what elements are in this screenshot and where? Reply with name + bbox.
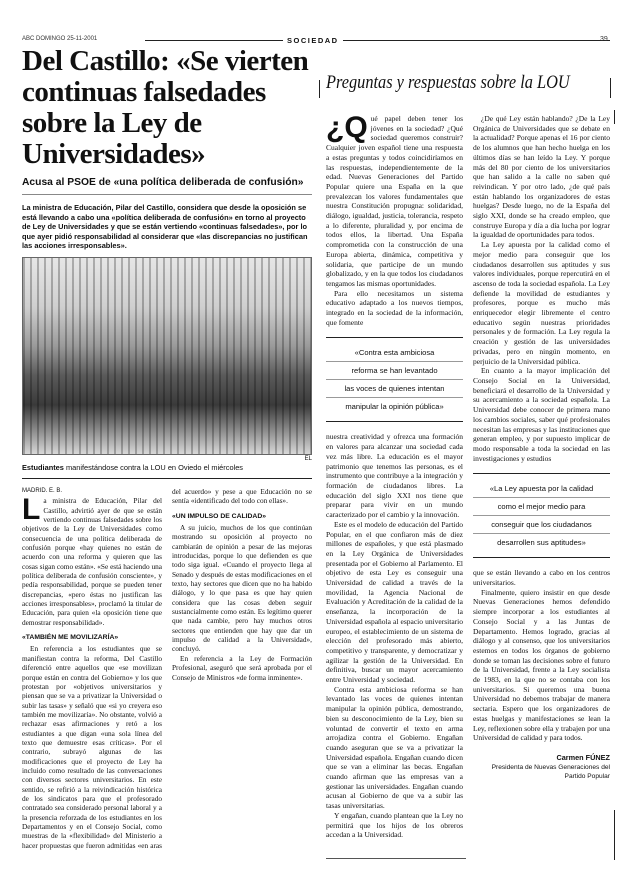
subhead: Acusa al PSOE de «una política deliberada de confusión» xyxy=(22,177,304,188)
right-article-body xyxy=(326,114,610,854)
caption-text: manifestándose contra la LOU en Oviedo el miércoles xyxy=(63,462,243,472)
column-rule xyxy=(614,110,615,124)
pull-quote-line: como el mejor medio para xyxy=(473,498,610,516)
paragraph: Y engañan, cuando plantean que la Ley no permitirá que los hijos de los obreros accedan a la Universidad. xyxy=(326,810,463,840)
pull-quote-line: conseguir que los ciudadanos xyxy=(473,516,610,534)
pull-quote xyxy=(326,337,463,422)
pull-quote-line: «Contra esta ambiciosa xyxy=(326,344,463,362)
paragraph: En referencia a los estudiantes que se manifiestan contra la reforma, Del Castillo diferenció entre aquellos que «se movilizan porque están en contra del Gobierno» y los que protestan por «objetivos universitarios y piensan que se va a privatizar la Universidad o subir las tasas» y señaló que «si yo creyera eso también me movilizaría». No obstante, volvió a rechazar esas afirmaciones y retó a los estudiantes a que digan «una sola línea del texto que demuestre esas críticas». Por el contrario, subrayó algunas de las modificaciones que el proyecto de Ley ha incluido como resultado de las conversaciones con diversos sectores universitarios. En este sentido, se refirió a la reivindicación histórica de los sindicatos para que el profesorado contratado sea considerado personal laboral y a la presencia reforzada de los estudiantes en los Departamentos y en el Consejo Social, como muestras de la «flexibilidad» del Ministerio a hacer propuestas que fueron admitidas «en aras del acuerdo» y pese a que Educación no se sentía «identificado del todo con ellas». xyxy=(22,486,312,850)
header-rule xyxy=(145,40,610,41)
section-name: SOCIEDAD xyxy=(283,36,343,45)
pull-quote xyxy=(473,473,610,558)
paragraph: Contra esta ambiciosa reforma se han levantado las voces de quienes intentan manipular la opinión pública, demostrando, bien su desconocimiento de la Ley, bien su voluntad de convertir el texto en arma arrojadiza contra el Gobierno. Engañan cuando aseguran que se va a privatizar la Universidad española. Engañan cuando dicen que se van a eliminar las becas. Engañan cuando afirman que las empresas van a gestionar las universidades. Engañan cuando acusan al Gobierno de que va a subir las tasas universitarias. xyxy=(326,684,463,811)
divider xyxy=(22,478,312,479)
byline: MADRID. E. B. xyxy=(22,487,63,494)
lead-paragraph: La ministra de Educación, Pilar del Castillo, considera que desde la oposición se está llevando a cabo una «política deliberada de confusión» en torno al proyecto de Ley de Universidades y que se están vertiendo «continuas falsedades», por lo que ayer pidió responsabilidad al considerar que «las discrepancias no justifican las acciones irresponsables». xyxy=(22,203,308,251)
divider xyxy=(326,858,466,859)
pull-quote-line: reforma se han levantado xyxy=(326,362,463,380)
pull-quote-line: desarrollen sus aptitudes» xyxy=(497,538,586,548)
column-rule xyxy=(614,810,615,860)
subheading: «UN IMPULSO DE CALIDAD» xyxy=(172,512,267,520)
column-rule xyxy=(610,78,611,98)
caption-lead: Estudiantes xyxy=(22,462,64,472)
paragraph: que se están llevando a cabo en los centros universitarios. xyxy=(473,568,610,588)
left-article-body xyxy=(22,487,312,867)
paragraph: A su juicio, muchos de los que continúan mostrando su oposición al proyecto no cambiarán de opinión a pesar de las mejoras introducidas, porque lo que defienden es que todo siga igual. «Cuando el proyecto llega al Senado y después de estas modificaciones en el texto, hay sectores que dicen que no ha habido diálogo, y lo que pasa es que hay quien considera que las cosas deben seguir sustancialmente como están. Es legítimo querer que nada cambie, pero hay muchos otros sectores que entienden que hay que dar un impulso de calidad a la Universidad», concluyó. xyxy=(172,523,312,654)
drop-cap: L xyxy=(22,493,41,527)
pull-quote-line: «La Ley apuesta por la calidad xyxy=(473,480,610,498)
column-rule xyxy=(319,80,320,98)
subheading: «TAMBIÉN ME MOVILIZARÍA» xyxy=(22,634,119,642)
paragraph-text: ué papel deben tener los jóvenes en la sociedad? ¿Qué sociedad queremos construir? Cualquier joven español tiene una respuesta a estas preguntas y todos coincidiríamos en las respuestas, independientemente de la edad. Nuevas Generaciones del Partido Popular quiere una España en la que prevalezcan los valores fundamentales que nuestra Constitución propugna: solidaridad, diálogo, igualdad, justicia, tolerancia, respeto a lo diferente, pluralidad y, por encima de todos ellos, la libertad. Una España comprometida con la construcción de una Europa abierta, dinámica, competitiva y solidaria, que participe de un mundo globalizado, y en la que todos los ciudadanos tengamos las mismas oportunidades. xyxy=(326,114,463,288)
author-role: Presidenta de Nuevas Generaciones del Partido Popular xyxy=(491,763,610,780)
divider xyxy=(22,194,312,195)
opinion-title: Preguntas y respuestas sobre la LOU xyxy=(326,72,570,93)
signature xyxy=(473,753,610,781)
left-article xyxy=(22,46,312,867)
photo-credit: EL xyxy=(304,455,312,462)
paragraph: Finalmente, quiero insistir en que desde Nuevas Generaciones hemos defendido siempre incorporar a los estudiantes al Consejo Social y a las Juntas de Departamento. Hemos logrado, gracias al diálogo y al consenso, que los universitarios estemos en todos los órganos de gobierno donde se toman las decisiones sobre el futuro de la Universidad, frente a la Ley socialista de 1983, en la que no se contaba con los universitarios. Si queremos una buena Universidad no debemos trabajar de manera sectaria. Espero que los organizadores de estas huelgas y manifestaciones se lean la Ley, reflexionen sobre ella y trabajen por una Universidad de calidad y para todos. xyxy=(473,587,610,743)
paragraph: ¿De qué Ley están hablando? ¿De la Ley Orgánica de Universidades que se debate en la actualidad? Porque apenas el 16 por ciento de los alumnos que han hecho huelga en los últimos días se han leído la Ley. Y porque más del 80 por ciento de los universitarios que han salido a la calle no saben qué reivindican. Y por otro lado, ¿de qué país están hablando los organizadores de estas huelgas? Desde luego, no de la España del siglo XXI, donde se ha creado empleo, que construye Europa y día a día lucha por lograr la igualdad de oportunidades para todos. xyxy=(473,114,610,240)
paragraph xyxy=(326,114,463,289)
drop-cap: ¿Q xyxy=(326,114,368,144)
paragraph: Este es el modelo de educación del Partido Popular, en el que confiaron más de diez millones de españoles, y que está plasmado en la Ley Orgánica de Universidades presentada por el Gobierno al Parlamento. El objetivo de esta Ley es conseguir una Universidad de calidad a través de la movilidad, la Agencia Nacional de Evaluación y Acreditación de la calidad de la enseñanza, la incorporación de la Universidad española al espacio universitario europeo, el establecimiento de un sistema de elección del profesorado más abierto, competitivo y transparente, y democratizar y agilizar la gestión de la Universidad. En definitiva, buscar un mayor acercamiento entre Universidad y sociedad. xyxy=(326,519,463,685)
paragraph xyxy=(22,493,162,627)
paragraph: En cuanto a la mayor implicación del Consejo Social en la Universidad, beneficiará el desarrollo de la Universidad y su acercamiento a la sociedad española. La Universidad debe conocer de primera mano los cambios sociales, saber qué profesionales necesitan las empresas y las instituciones que generan empleo, y por supuesto implicar de modo responsable a toda la sociedad en las investigaciones y estudios xyxy=(473,366,610,463)
paragraph: La Ley apuesta por la calidad como el mejor medio para conseguir que los ciudadanos desarrollen sus aptitudes y sus valores individuales, porque repercutirá en el ascenso de toda la sociedad española. La Ley defiende la movilidad de estudiantes y profesores, porque es mucho más enriquecedor elegir libremente el centro educativo según nuestras prioridades personales y de formación. La Ley regula la creación y gestión de las universidades privadas, pero en ningún momento, en perjuicio de la Universidad pública. xyxy=(473,240,610,366)
protest-photo xyxy=(22,257,312,455)
paragraph: nuestra creatividad y ofrezca una formación en valores para alcanzar una sociedad cada vez más libre. La educación es el mayor patrimonio que tenemos las personas, es el instrumento que contribuye a la integración y formación de ciudadanos libres. La educación del siglo XXI nos tiene que preparar para vivir en un mundo caracterizado por el cambio y la innovación. xyxy=(326,432,463,520)
pull-quote-line: las voces de quienes intentan xyxy=(326,380,463,398)
headline: Del Castillo: «Se vierten continuas falsedades sobre la Ley de Universidades» xyxy=(22,45,309,170)
folio: ABC DOMINGO 25-11-2001 xyxy=(22,36,98,42)
page-number: 39 xyxy=(600,36,608,43)
pull-quote-line: manipular la opinión pública» xyxy=(345,402,444,412)
paragraph: En referencia a la Ley de Formación Profesional, aseguró que será aprobada por el Consejo de Ministros «de forma inminente». xyxy=(172,653,312,682)
author-name: Carmen FÚNEZ xyxy=(556,752,610,762)
paragraph-text: a ministra de Educación, Pilar del Castillo, advirtió ayer de que se están vertiendo continuas falsedades sobre los objetivos de la Ley de Universidades como consecuencia de una política deliberada de confusión porque «hay quienes no están de acuerdo con una reforma y quieren que las cosas sigan como están». «Se está haciendo una política deliberada de confusión consciente», y pedía responsabilidad, porque se pueden tener discrepancias, «pero éstas no justifican las acciones irresponsables», proclamó la titular de Educación, para quien «la oposición tiene que demostrar responsabilidad». xyxy=(22,496,162,627)
photo-caption xyxy=(22,463,312,473)
paragraph: Para ello necesitamos un sistema educativo adaptado a los nuevos tiempos, integrado en la sociedad de la información, que fomente xyxy=(326,288,463,327)
